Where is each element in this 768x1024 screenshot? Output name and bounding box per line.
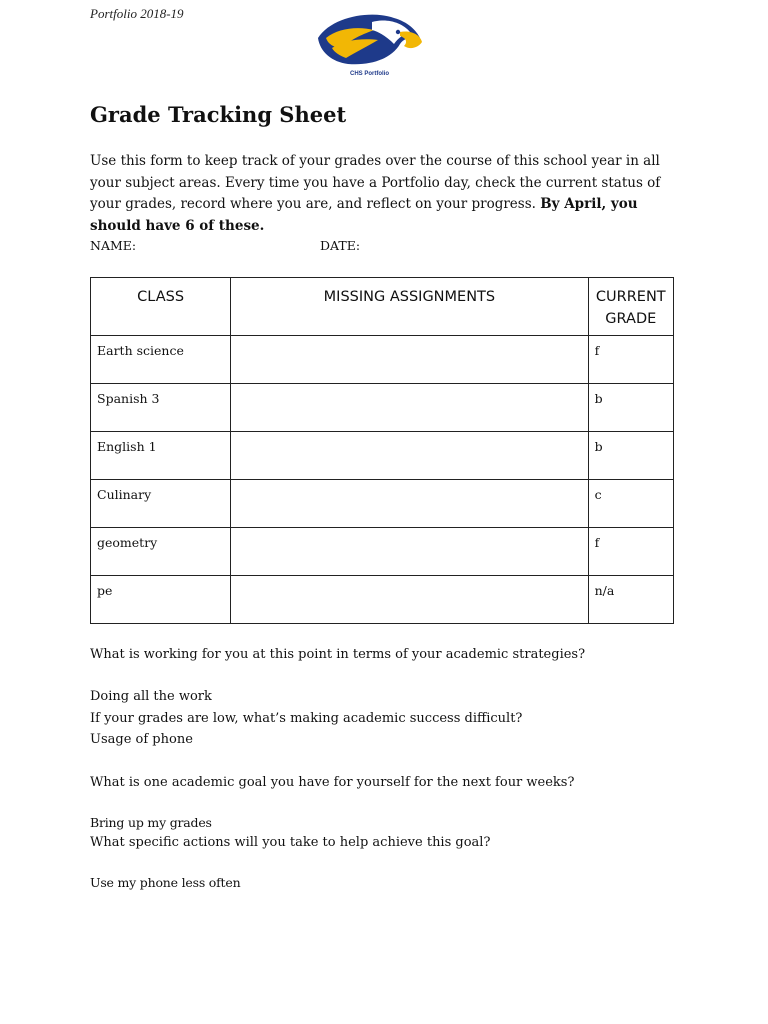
question-actions: What specific actions will you take to help achieve this goal? xyxy=(90,835,491,850)
missing-cell xyxy=(231,576,588,624)
class-cell: Culinary xyxy=(91,480,231,528)
question-goal: What is one academic goal you have for yourself for the next four weeks? xyxy=(90,775,575,790)
grade-cell: b xyxy=(588,384,673,432)
header-current-grade: CURRENT GRADE xyxy=(588,278,673,336)
name-label: NAME: xyxy=(90,238,137,253)
table-row xyxy=(91,480,674,528)
question-difficult: If your grades are low, what’s making academic success difficult? xyxy=(90,711,523,726)
class-cell: geometry xyxy=(91,528,231,576)
answer-actions: Use my phone less often xyxy=(90,875,241,890)
missing-cell xyxy=(231,384,588,432)
table-row xyxy=(91,576,674,624)
class-cell: Spanish 3 xyxy=(91,384,231,432)
grade-cell: b xyxy=(588,432,673,480)
grade-cell: f xyxy=(588,528,673,576)
missing-cell xyxy=(231,480,588,528)
answer-difficult: Usage of phone xyxy=(90,732,193,747)
question-working: What is working for you at this point in terms of your academic strategies? xyxy=(90,647,586,662)
class-cell: pe xyxy=(91,576,231,624)
table-row xyxy=(91,528,674,576)
missing-cell xyxy=(231,528,588,576)
logo-caption: CHS Portfolio xyxy=(350,71,389,77)
grade-table xyxy=(90,277,674,624)
table-row xyxy=(91,384,674,432)
class-cell: English 1 xyxy=(91,432,231,480)
header-class: CLASS xyxy=(91,278,231,336)
intro-text: Use this form to keep track of your grades over the course of this school year in all your subject areas. Every time you have a Portfolio day, check the current status of your grades, record where you are, and reflect on your progress. xyxy=(90,153,661,212)
portfolio-year-note: Portfolio 2018-19 xyxy=(90,6,184,21)
date-label: DATE: xyxy=(320,238,361,253)
table-header-row xyxy=(91,278,674,336)
class-cell: Earth science xyxy=(91,336,231,384)
missing-cell xyxy=(231,432,588,480)
header-missing-assignments: MISSING ASSIGNMENTS xyxy=(231,278,588,336)
grade-cell: f xyxy=(588,336,673,384)
intro-emphasis: By April, you should have 6 of these. xyxy=(90,196,638,234)
grade-cell: n/a xyxy=(588,576,673,624)
missing-cell xyxy=(231,336,588,384)
answer-goal: Bring up my grades xyxy=(90,815,212,830)
intro-paragraph xyxy=(90,151,690,237)
grade-cell: c xyxy=(588,480,673,528)
page-title: Grade Tracking Sheet xyxy=(90,102,347,127)
table-row xyxy=(91,336,674,384)
table-row xyxy=(91,432,674,480)
answer-working: Doing all the work xyxy=(90,689,212,704)
